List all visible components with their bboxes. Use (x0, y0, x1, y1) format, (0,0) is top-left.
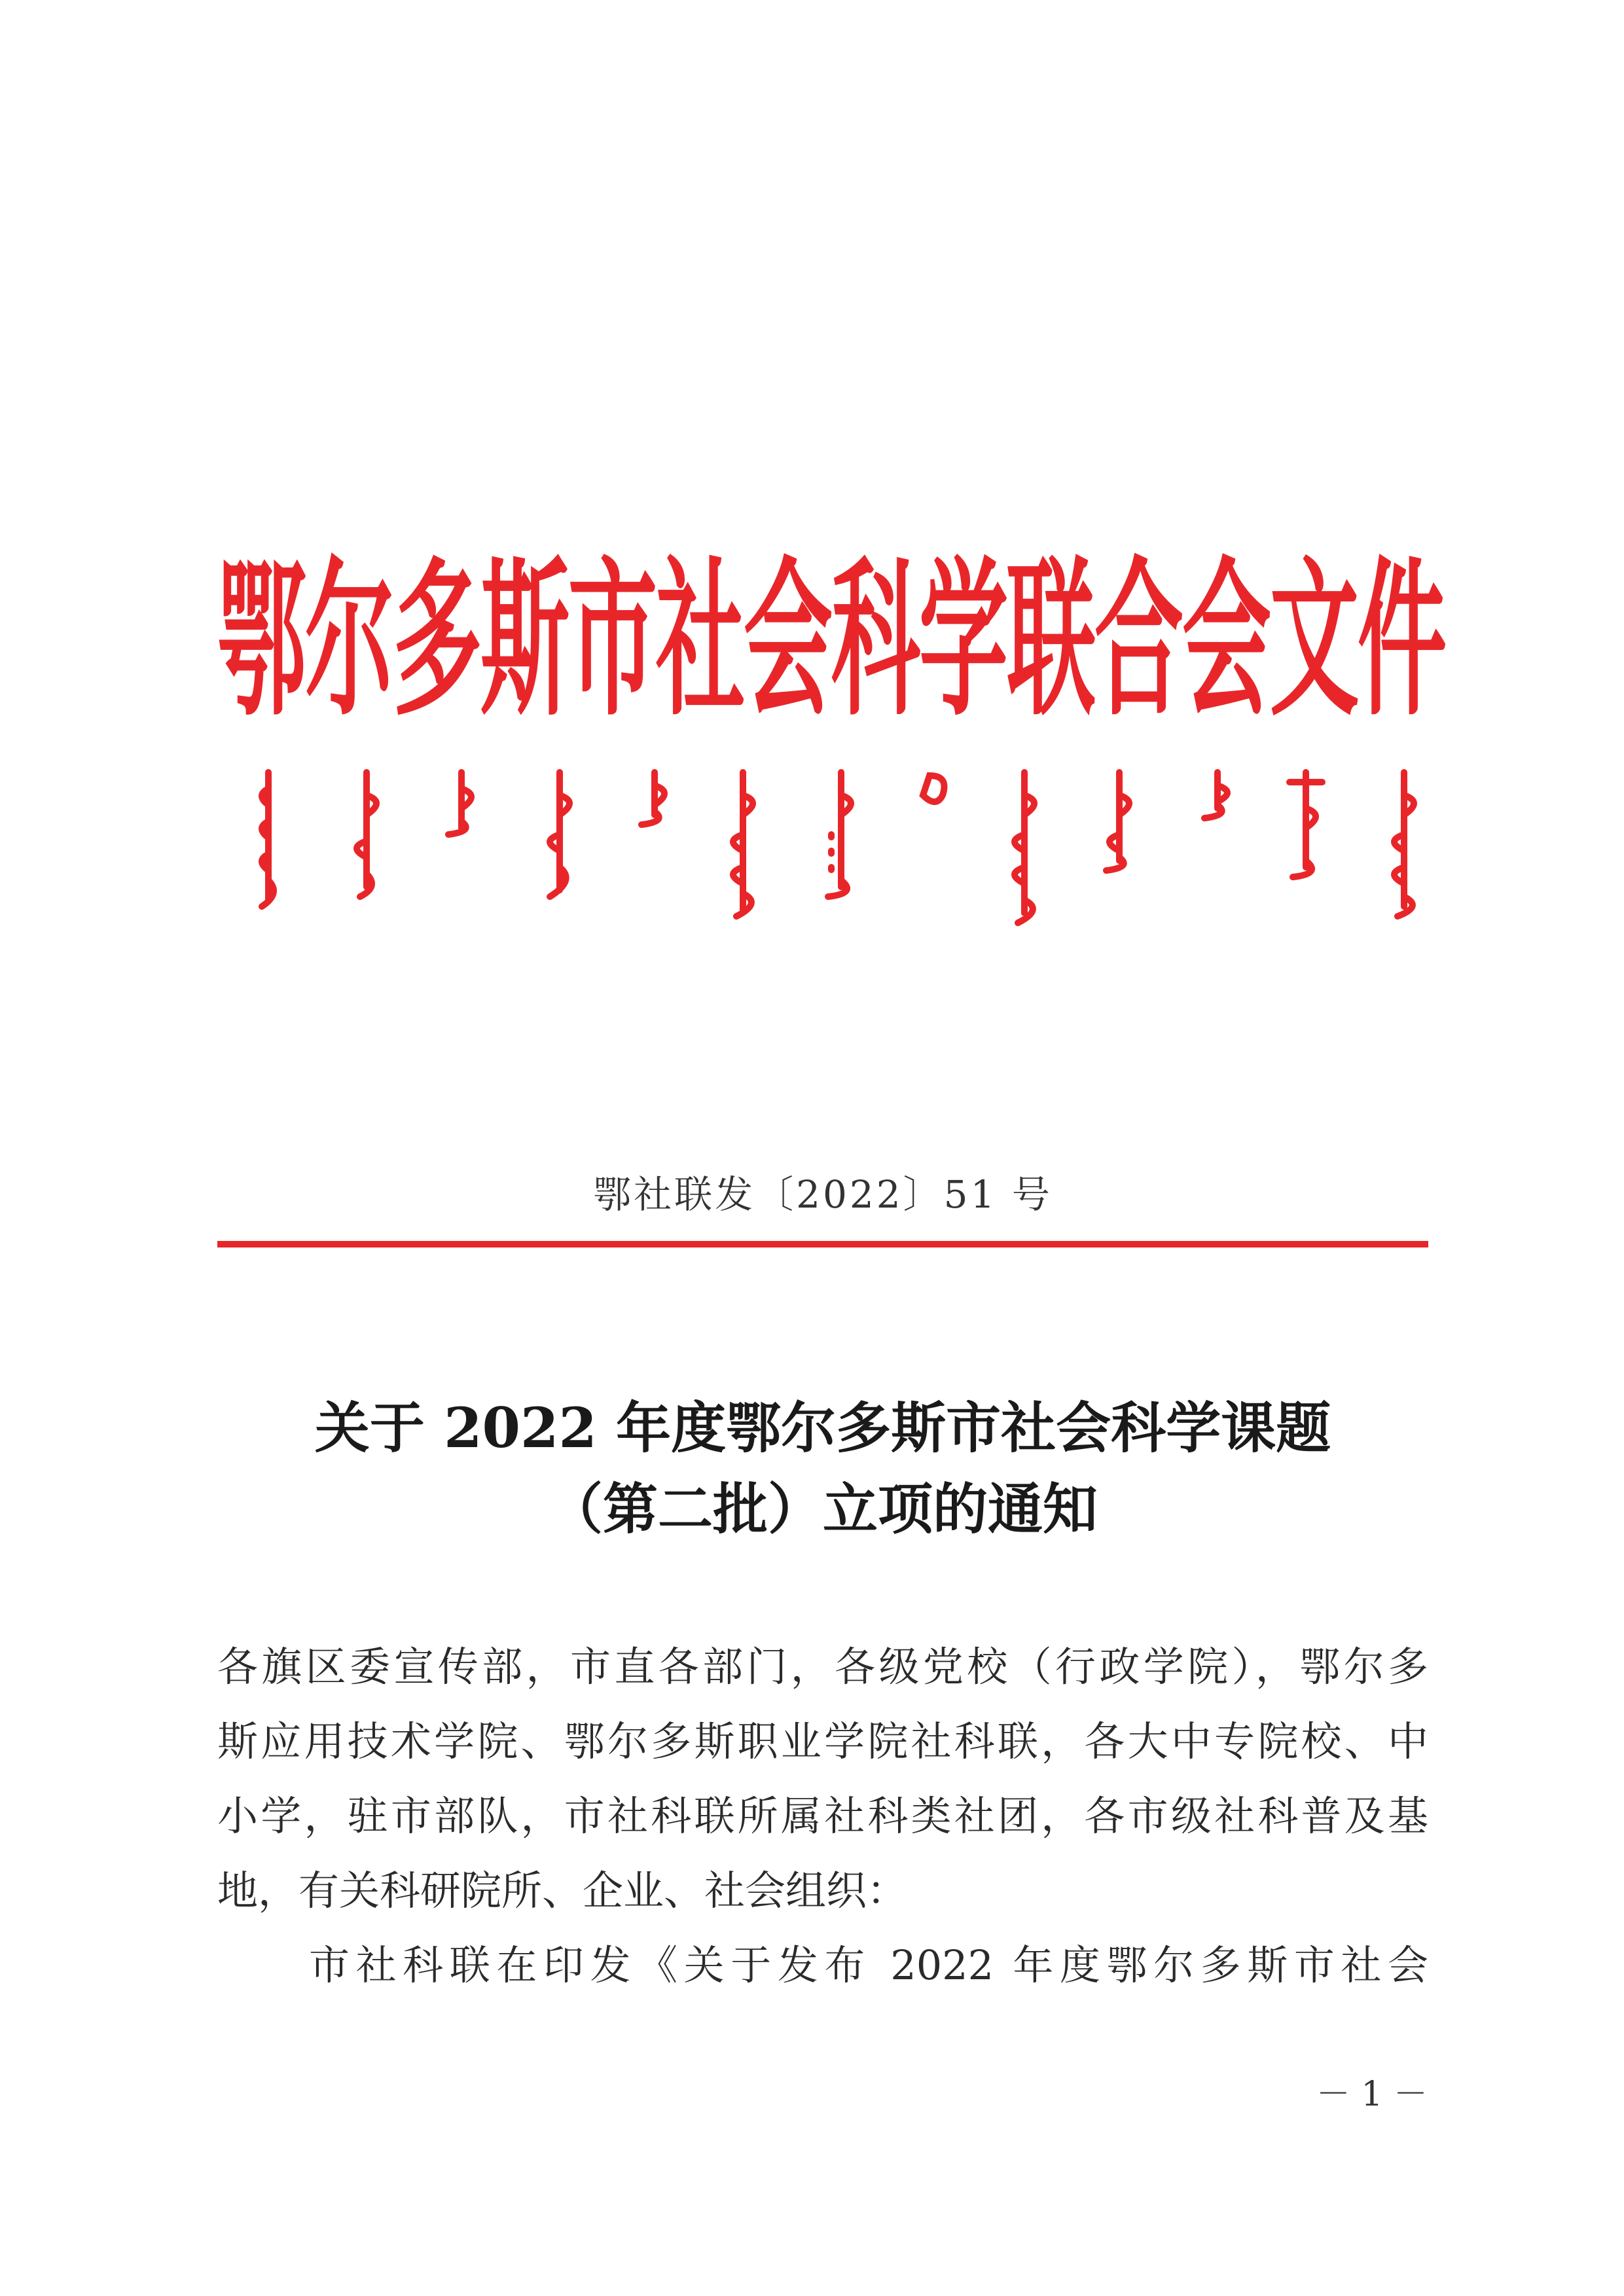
masthead-title: 鄂尔多斯市社会科学联合会文件 (217, 543, 1445, 740)
mongolian-script-masthead (242, 769, 1420, 933)
document-title-line-2: （第二批）立项的通知 (547, 1477, 1098, 1541)
mongolian-word-13 (1375, 769, 1434, 933)
mongolian-word-3 (435, 769, 488, 933)
mongolian-word-2 (340, 769, 393, 933)
mongolian-word-1 (249, 769, 288, 933)
document-title (217, 1388, 1428, 1550)
mongolian-word-12 (1276, 769, 1335, 933)
mongolian-word-5 (628, 769, 681, 933)
masthead (217, 543, 1445, 740)
mongolian-word-6 (713, 769, 772, 933)
mongolian-word-9 (995, 769, 1054, 933)
document-number: 鄂社联发〔2022〕51 号 (593, 1172, 1053, 1217)
recipients-line-4: 地，有关科研院所、企业、社会组织： (217, 1867, 908, 1914)
document-body (217, 1630, 1428, 2003)
mongolian-word-11 (1191, 769, 1244, 933)
document-title-line-1: 关于 2022 年度鄂尔多斯市社会科学课题 (314, 1395, 1331, 1460)
recipients-line-3: 小学，驻市部队，市社科联所属社科类社团，各市级社科普及基 (217, 1792, 1428, 1840)
paragraph-1-line-1: 市社科联在印发《关于发布 2022 年度鄂尔多斯市社会 (309, 1941, 1428, 1989)
page-number: － 1 － (1316, 2075, 1428, 2114)
recipients-line-2: 斯应用技术学院、鄂尔多斯职业学院社科联，各大中专院校、中 (217, 1717, 1428, 1765)
recipients-line-1: 各旗区委宣传部，市直各部门，各级党校（行政学院），鄂尔多 (217, 1643, 1428, 1691)
mongolian-word-10 (1093, 769, 1146, 933)
mongolian-word-8 (910, 769, 962, 933)
mongolian-word-7 (812, 769, 871, 933)
mongolian-word-4 (530, 769, 589, 933)
red-divider-line (217, 1241, 1428, 1247)
